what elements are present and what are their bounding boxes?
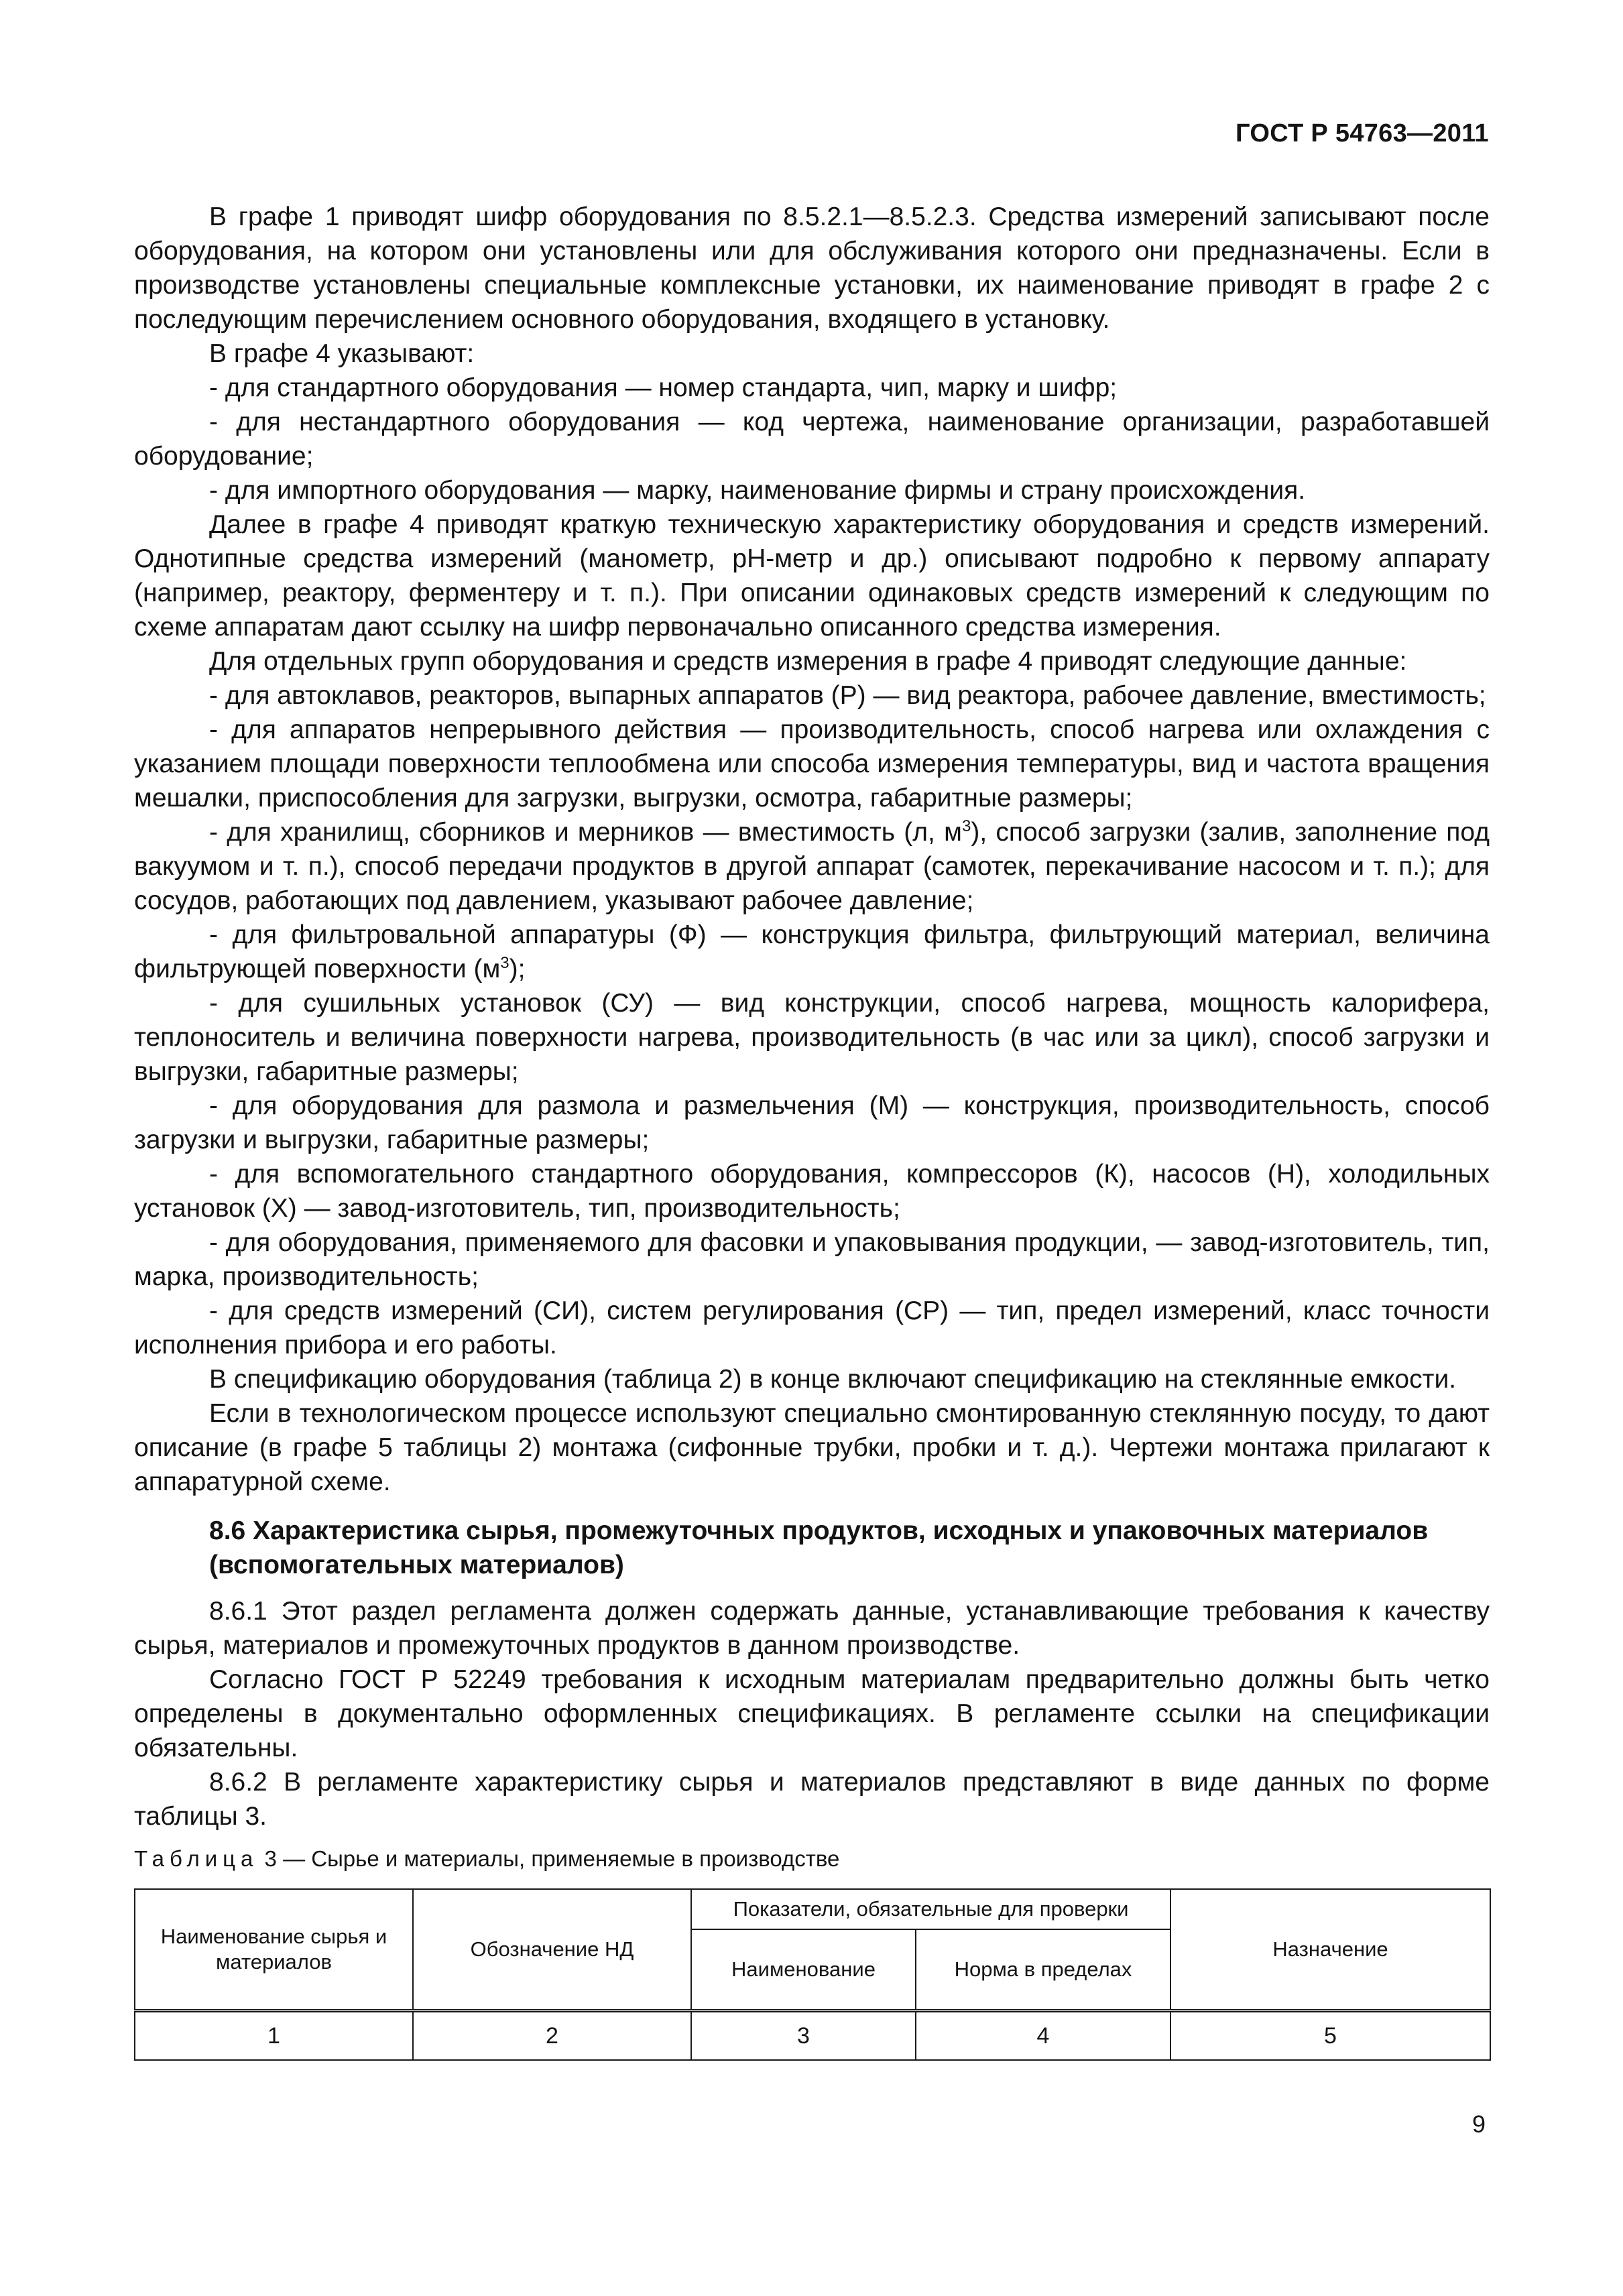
table-caption-word: Таблица	[134, 1846, 259, 1871]
paragraph: 8.6.2 В регламенте характеристику сырья и материалов представляют в виде данных по форме таблицы 3.	[134, 1768, 1490, 1831]
standard-code-header: ГОСТ Р 54763—2011	[1236, 119, 1489, 147]
table-caption-title: 3 — Сырье и материалы, применяемые в производстве	[258, 1846, 840, 1871]
list-item: - для автоклавов, реакторов, выпарных аппаратов (Р) — вид реактора, рабочее давление, вместимость;	[209, 681, 1486, 710]
list-item: - для сушильных установок (СУ) — вид конструкции, способ нагрева, мощность калорифера, теплоноситель и величина поверхности нагрева, производительность (в час или за цикл), способ загрузки и выгрузки, габаритные размеры;	[134, 989, 1490, 1086]
section-heading: 8.6 Характеристика сырья, промежуточных продуктов, исходных и упаковочных материалов (вспомогательных материалов)	[209, 1516, 1429, 1579]
column-number: 2	[413, 2011, 691, 2061]
column-number: 1	[135, 2011, 413, 2061]
paragraph: Для отдельных групп оборудования и средств измерения в графе 4 приводят следующие данные:	[209, 647, 1407, 676]
body-text	[134, 200, 1490, 2061]
superscript: 3	[500, 954, 509, 972]
list-item: - для вспомогательного стандартного оборудования, компрессоров (К), насосов (Н), холодильных установок (Х) — завод-изготовитель, тип, производительность;	[134, 1160, 1490, 1223]
filter-text-end: );	[509, 955, 526, 983]
paragraph: В спецификацию оборудования (таблица 2) в конце включают спецификацию на стеклянные емкости.	[209, 1365, 1457, 1394]
storage-text-end: ), способ загрузки (залив, заполнение под вакуумом и т. п.), способ передачи продуктов в другой аппарат (самотек, перекачивание насосом и т. п.); для сосудов, работающих под давлением, указывают рабочее давление;	[134, 818, 1490, 915]
storage-text-start: - для хранилищ, сборников и мерников — вместимость (л, м	[209, 818, 962, 847]
column-header: Наименование сырья и материалов	[135, 1889, 413, 2011]
list-item: - для средств измерений (СИ), систем регулирования (СР) — тип, предел измерений, класс точности исполнения прибора и его работы.	[134, 1296, 1490, 1360]
list-item-storage	[134, 815, 1490, 918]
paragraph: Если в технологическом процессе используют специально смонтированную стеклянную посуду, то дают описание (в графе 5 таблицы 2) монтажа (сифонные трубки, пробки и т. д.). Чертежи монтажа прилагают к аппаратурной схеме.	[134, 1399, 1490, 1496]
filter-text-start: - для фильтровальной аппаратуры (Ф) — конструкция фильтра, фильтрующий материал, величина фильтрующей поверхности (м	[134, 920, 1490, 983]
paragraph: В графе 1 приводят шифр оборудования по 8.5.2.1—8.5.2.3. Средства измерений записывают после оборудования, на котором они установлены или для обслуживания которого они предназначены. Если в производстве установлены специальные комплексные установки, их наименование приводят в графе 2 с последующим перечислением основного оборудования, входящего в установку.	[134, 202, 1490, 334]
column-group-header: Показатели, обязательные для проверки	[691, 1889, 1170, 1929]
paragraph: Далее в графе 4 приводят краткую техническую характеристику оборудования и средств измерений. Однотипные средства измерений (манометр, рН-метр и др.) описывают подробно к первому аппарату (например, реактору, ферментеру и т. п.). При описании одинаковых средств измерений к следующим по схеме аппаратам дают ссылку на шифр первоначально описанного средства измерения.	[134, 510, 1490, 642]
column-number: 3	[691, 2011, 916, 2061]
superscript: 3	[961, 817, 971, 835]
paragraph: Согласно ГОСТ Р 52249 требования к исходным материалам предварительно должны быть четко определены в документально оформленных спецификациях. В регламенте ссылки на спецификации обязательны.	[134, 1665, 1490, 1762]
list-item: - для оборудования, применяемого для фасовки и упаковывания продукции, — завод-изготовитель, тип, марка, производительность;	[134, 1228, 1490, 1291]
table-caption	[134, 1844, 1490, 1874]
page-number: 9	[1471, 2110, 1486, 2138]
column-header: Назначение	[1170, 1889, 1490, 2011]
materials-table	[134, 1888, 1491, 2061]
list-item: - для оборудования для размола и размельчения (М) — конструкция, производительность, способ загрузки и выгрузки, габаритные размеры;	[134, 1091, 1490, 1154]
column-header: Норма в пределах	[916, 1929, 1170, 2011]
table-header-row	[135, 1889, 1490, 1929]
list-item: - для стандартного оборудования — номер стандарта, чип, марку и шифр;	[209, 373, 1118, 402]
column-header: Наименование	[691, 1929, 916, 2011]
column-number: 5	[1170, 2011, 1490, 2061]
paragraph: 8.6.1 Этот раздел регламента должен содержать данные, устанавливающие требования к качеству сырья, материалов и промежуточных продуктов в данном производстве.	[134, 1597, 1490, 1660]
paragraph: В графе 4 указывают:	[209, 339, 475, 368]
list-item: - для импортного оборудования — марку, наименование фирмы и страну происхождения.	[209, 476, 1306, 505]
column-header: Обозначение НД	[413, 1889, 691, 2011]
list-item: - для нестандартного оборудования — код чертежа, наименование организации, разработавшей оборудование;	[134, 408, 1490, 471]
list-item-filter	[134, 918, 1490, 986]
column-number: 4	[916, 2011, 1170, 2061]
table-number-row	[135, 2011, 1490, 2061]
list-item: - для аппаратов непрерывного действия — производительность, способ нагрева или охлаждения с указанием площади поверхности теплообмена или способа измерения температуры, вид и частота вращения мешалки, приспособления для загрузки, выгрузки, осмотра, габаритные размеры;	[134, 715, 1490, 812]
